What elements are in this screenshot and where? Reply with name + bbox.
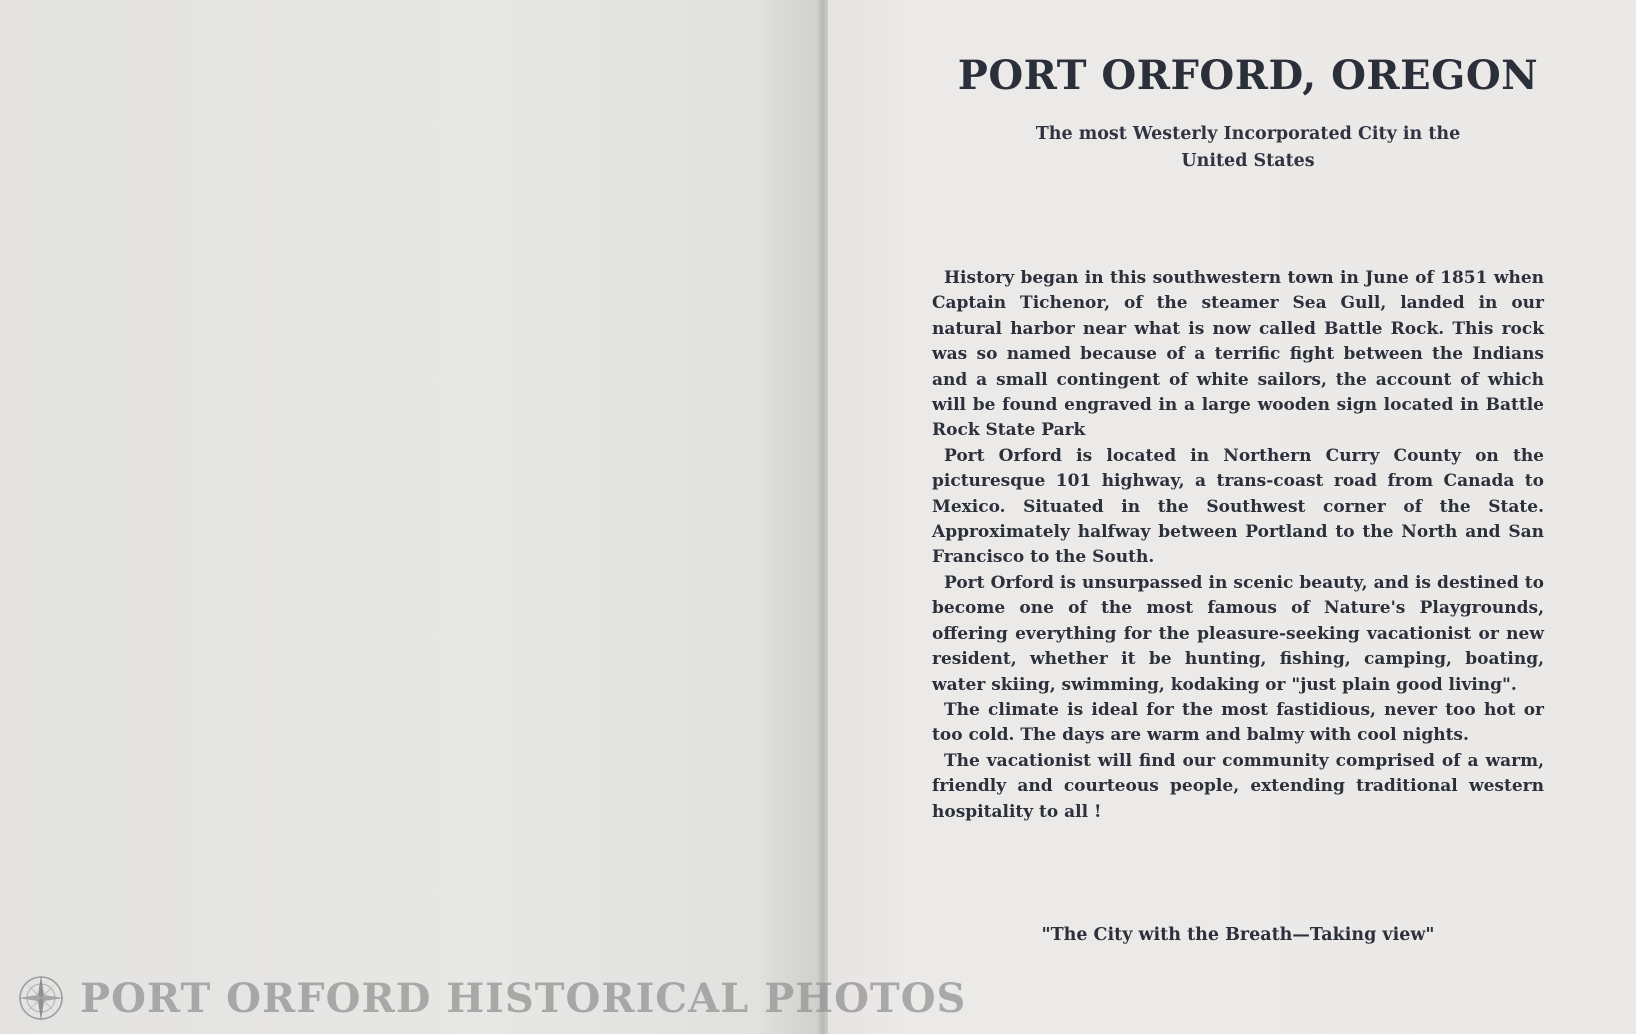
compass-rose-icon: [16, 973, 66, 1023]
tagline: "The City with the Breath—Taking view": [1041, 925, 1435, 945]
paragraph-scenic: Port Orford is unsurpassed in scenic beauty, and is destined to become one of the most famous of Nature's Playgrounds, offering everything for the pleasure-seeking vacationist or new resident, whether it be hunting, fishing, camping, boating, water skiing, swimming, kodaking or "just plain good living".: [932, 572, 1544, 695]
paragraph-history: History began in this southwestern town in June of 1851 when Captain Tichenor, of the steamer Sea Gull, landed in our natural harbor near what is now called Battle Rock. This rock was so named because of a terrific fight between the Indians and a small contingent of white sailors, the account of which will be found engraved in a large wooden sign located in Battle Rock State Park: [932, 268, 1544, 441]
page-subtitle: [1004, 121, 1492, 175]
watermark-text: PORT ORFORD HISTORICAL PHOTOS: [80, 974, 967, 1022]
watermark: [16, 970, 966, 1026]
subtitle-line-2: United States: [1181, 151, 1315, 171]
page-title: PORT ORFORD, OREGON: [957, 52, 1539, 99]
paragraph-climate: The climate is ideal for the most fastidious, never too hot or too cold. The days are warm and balmy with cool nights.: [932, 699, 1544, 746]
paragraph-hospitality: The vacationist will find our community comprised of a warm, friendly and courteous people, extending traditional western hospitality to all !: [932, 750, 1544, 822]
paragraph-location: Port Orford is located in Northern Curry County on the picturesque 101 highway, a trans-coast road from Canada to Mexico. Situated in the Southwest corner of the State. Approximately halfway between Portland to the North and San Francisco to the South.: [932, 445, 1544, 568]
body-text: [932, 266, 1544, 825]
subtitle-line-1: The most Westerly Incorporated City in the: [1035, 124, 1461, 144]
